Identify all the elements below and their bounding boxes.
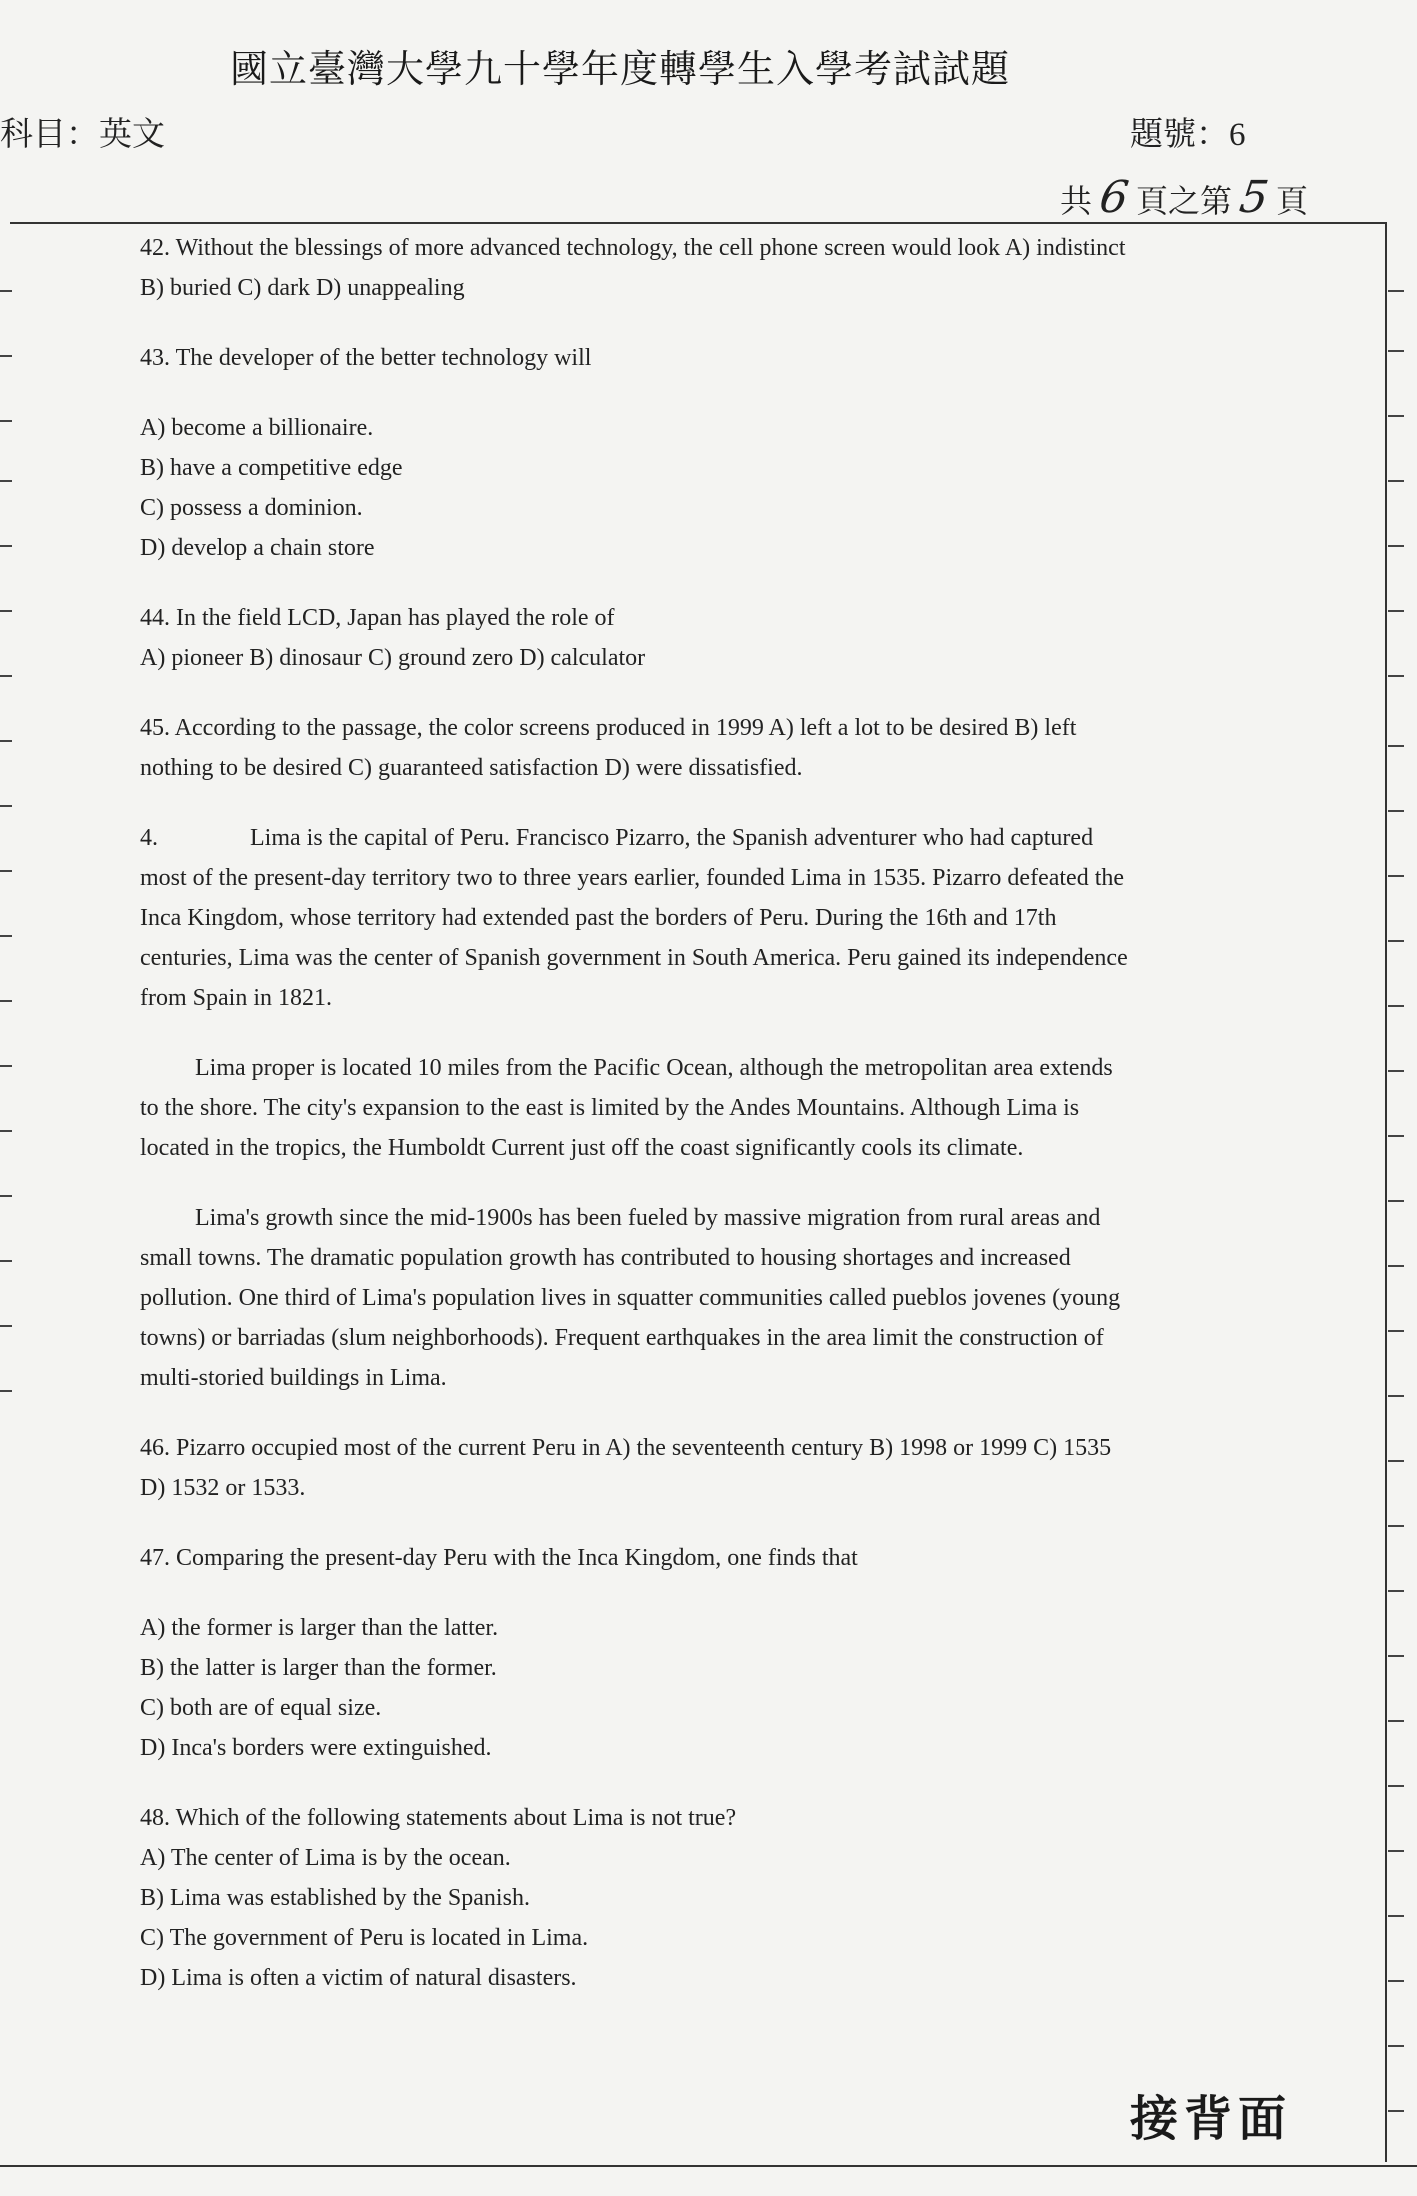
margin-tick [1388, 1135, 1404, 1137]
question-text: 42. Without the blessings of more advanced technology, the cell phone screen would look A) indistinct [140, 235, 1126, 261]
question-text: nothing to be desired C) guaranteed satisfaction D) were dissatisfied. [140, 755, 803, 781]
margin-tick [1388, 1330, 1404, 1332]
margin-tick [0, 1390, 12, 1392]
option-a: A) The center of Lima is by the ocean. [140, 1845, 511, 1871]
question-stem: 48. Which of the following statements about Lima is not true? [140, 1805, 737, 1831]
margin-tick [1388, 940, 1404, 942]
passage-line: towns) or barriadas (slum neighborhoods). Frequent earthquakes in the area limit the construction of [140, 1325, 1104, 1351]
passage-line: Lima proper is located 10 miles from the Pacific Ocean, although the metropolitan area extends [195, 1055, 1113, 1081]
margin-tick [1388, 1980, 1404, 1982]
margin-tick [1388, 1265, 1404, 1267]
option-a: A) become a billionaire. [140, 415, 374, 441]
margin-tick [0, 935, 12, 937]
option-d: D) Lima is often a victim of natural disasters. [140, 1965, 577, 1991]
reading-passage-4 [140, 818, 1220, 1398]
question-text: 45. According to the passage, the color screens produced in 1999 A) left a lot to be desired B) left [140, 715, 1077, 741]
option-c: C) possess a dominion. [140, 495, 363, 521]
passage-line: to the shore. The city's expansion to the east is limited by the Andes Mountains. Although Lima is [140, 1095, 1080, 1121]
margin-tick [0, 805, 12, 807]
question-45 [140, 708, 1220, 788]
page-prefix: 共 [1060, 183, 1093, 219]
page-total: 6 [1096, 172, 1132, 223]
margin-tick [0, 290, 12, 292]
question-43 [140, 338, 1220, 568]
question-stem: 44. In the field LCD, Japan has played the role of [140, 605, 615, 631]
question-options: A) pioneer B) dinosaur C) ground zero D) calculator [140, 645, 646, 671]
passage-line: Inca Kingdom, whose territory had extended past the borders of Peru. During the 16th and 17th [140, 905, 1057, 931]
question-text: B) buried C) dark D) unappealing [140, 275, 465, 301]
question-text: 46. Pizarro occupied most of the current Peru in A) the seventeenth century B) 1998 or 1999 C) 1535 [140, 1435, 1112, 1461]
question-stem: 43. The developer of the better technology will [140, 345, 592, 371]
margin-tick [1388, 745, 1404, 747]
continue-on-back-note: 接背面 [1130, 2091, 1293, 2147]
question-number-label: 題號：6 [1130, 117, 1246, 153]
margin-tick [1388, 545, 1404, 547]
margin-tick [0, 610, 12, 612]
question-48 [140, 1798, 1220, 1998]
subject-label: 科目：英文 [0, 117, 165, 153]
margin-tick [1388, 1915, 1404, 1917]
passage-line: most of the present-day territory two to three years earlier, founded Lima in 1535. Pizarro defeated the [140, 865, 1125, 891]
question-47 [140, 1538, 1220, 1768]
margin-tick [1388, 1200, 1404, 1202]
margin-tick [1388, 875, 1404, 877]
passage-line: multi-storied buildings in Lima. [140, 1365, 447, 1391]
question-42 [140, 228, 1220, 308]
margin-tick [1388, 810, 1404, 812]
margin-tick [1388, 1395, 1404, 1397]
option-d: D) develop a chain store [140, 535, 375, 561]
margin-tick [1388, 2045, 1404, 2047]
page-suffix: 頁 [1276, 183, 1309, 219]
margin-tick [0, 1065, 12, 1067]
passage-line: pollution. One third of Lima's population lives in squatter communities called pueblos jovenes (young [140, 1285, 1121, 1311]
option-b: B) Lima was established by the Spanish. [140, 1885, 530, 1911]
passage-line: Lima's growth since the mid-1900s has been fueled by massive migration from rural areas and [195, 1205, 1101, 1231]
option-a: A) the former is larger than the latter. [140, 1615, 499, 1641]
passage-line [140, 818, 1220, 858]
passage-number: 4. [140, 825, 158, 851]
question-44 [140, 598, 1220, 678]
passage-line: from Spain in 1821. [140, 985, 332, 1011]
margin-tick [1388, 610, 1404, 612]
passage-line: centuries, Lima was the center of Spanish government in South America. Peru gained its independence [140, 945, 1128, 971]
page-current: 5 [1236, 172, 1272, 223]
margin-tick [0, 1130, 12, 1132]
option-c: C) The government of Peru is located in Lima. [140, 1925, 589, 1951]
margin-tick [0, 545, 12, 547]
margin-tick [1388, 1525, 1404, 1527]
passage-text: Lima is the capital of Peru. Francisco Pizarro, the Spanish adventurer who had captured [250, 825, 1094, 851]
margin-tick [0, 870, 12, 872]
exam-content [140, 228, 1220, 1998]
margin-tick [0, 740, 12, 742]
question-stem: 47. Comparing the present-day Peru with the Inca Kingdom, one finds that [140, 1545, 858, 1571]
margin-tick [0, 1260, 12, 1262]
margin-tick [0, 675, 12, 677]
margin-tick [1388, 1590, 1404, 1592]
margin-tick [1388, 480, 1404, 482]
question-46 [140, 1428, 1220, 1508]
frame-bottom-rule [0, 2165, 1417, 2167]
option-d: D) Inca's borders were extinguished. [140, 1735, 492, 1761]
margin-tick [1388, 1850, 1404, 1852]
margin-tick [1388, 415, 1404, 417]
margin-tick [1388, 290, 1404, 292]
option-c: C) both are of equal size. [140, 1695, 382, 1721]
margin-tick [1388, 1785, 1404, 1787]
margin-tick [0, 355, 12, 357]
page-count [1060, 172, 1308, 223]
question-text: D) 1532 or 1533. [140, 1475, 306, 1501]
margin-tick [0, 1000, 12, 1002]
passage-line: located in the tropics, the Humboldt Current just off the coast significantly cools its climate. [140, 1135, 1024, 1161]
option-b: B) the latter is larger than the former. [140, 1655, 497, 1681]
page-mid: 頁之第 [1136, 183, 1233, 219]
exam-title: 國立臺灣大學九十學年度轉學生入學考試試題 [230, 49, 1011, 91]
margin-tick [1388, 1070, 1404, 1072]
margin-tick [1388, 1655, 1404, 1657]
margin-tick [0, 1195, 12, 1197]
option-b: B) have a competitive edge [140, 455, 403, 481]
margin-tick [0, 1325, 12, 1327]
margin-tick [1388, 1005, 1404, 1007]
margin-tick [1388, 1720, 1404, 1722]
margin-tick [0, 420, 12, 422]
passage-line: small towns. The dramatic population growth has contributed to housing shortages and increased [140, 1245, 1071, 1271]
margin-tick [1388, 350, 1404, 352]
margin-tick [1388, 675, 1404, 677]
margin-tick [0, 480, 12, 482]
margin-tick [1388, 1460, 1404, 1462]
margin-tick [1388, 2110, 1404, 2112]
